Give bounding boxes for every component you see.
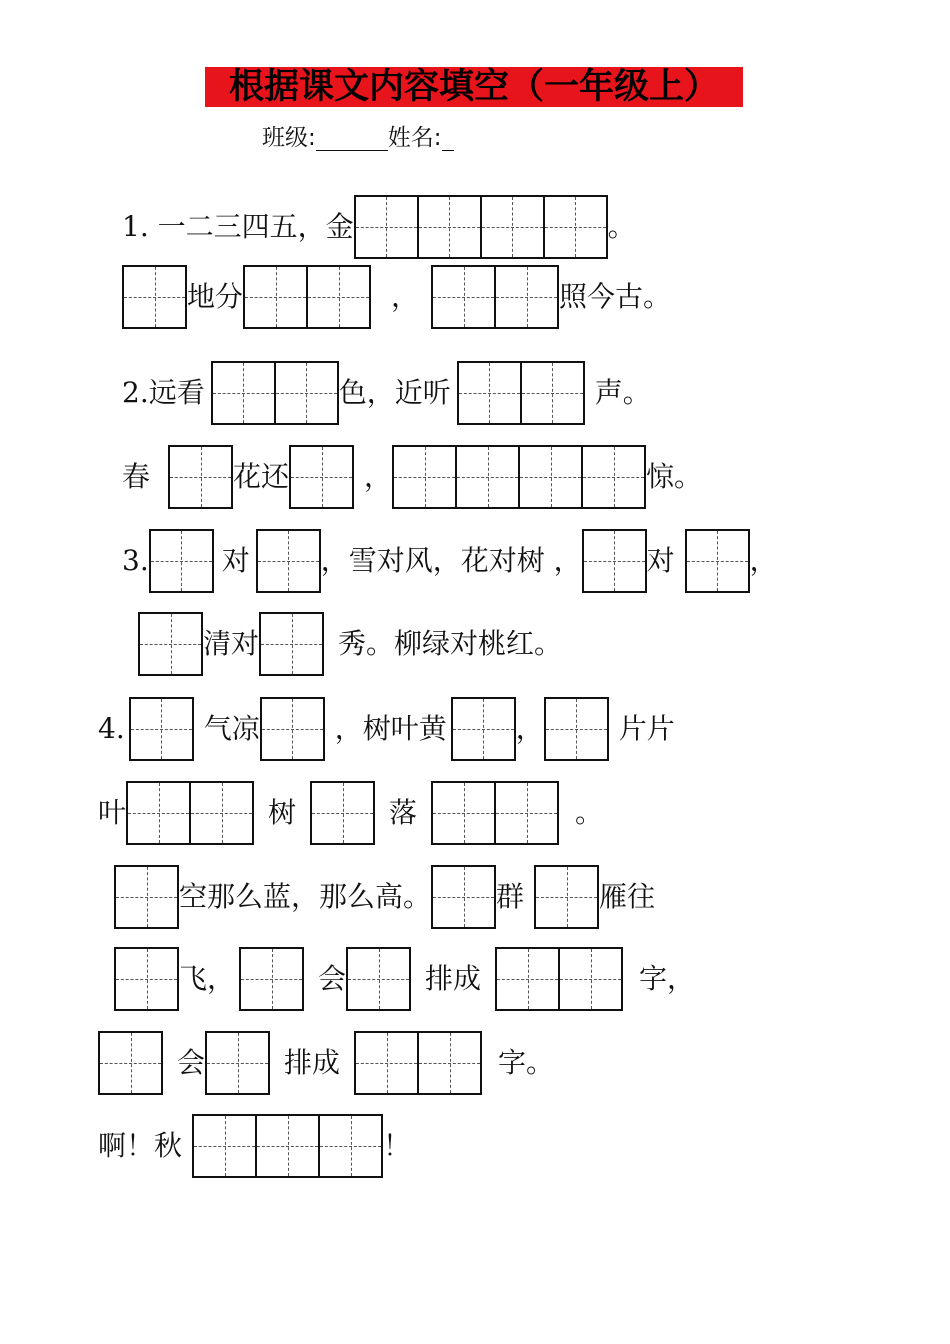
answer-box[interactable] — [582, 529, 647, 593]
answer-box[interactable] — [114, 947, 179, 1011]
prompt-text: ，树叶黄 — [334, 712, 447, 745]
answer-box[interactable] — [518, 445, 583, 509]
prompt-text: 空那么蓝，那么高。 — [179, 880, 432, 913]
prompt-text: 1. 一二三四五，金 — [122, 210, 354, 243]
prompt-text: ，雪对风，花对树 ， — [320, 544, 582, 577]
prompt-text: 飞， — [179, 962, 236, 995]
answer-box[interactable] — [354, 195, 419, 259]
prompt-text: 。 — [575, 796, 604, 829]
answer-box[interactable] — [306, 265, 371, 329]
prompt-text: 惊。 — [646, 460, 703, 493]
prompt-text: ， — [749, 544, 778, 577]
prompt-text: 树 — [268, 796, 297, 829]
answer-box[interactable] — [310, 781, 375, 845]
answer-box[interactable] — [558, 947, 623, 1011]
prompt-text: 叶 — [98, 796, 127, 829]
prompt-text: 排成 — [284, 1046, 341, 1079]
answer-box[interactable] — [534, 865, 599, 929]
prompt-text: ， — [364, 460, 393, 493]
exercise-line — [122, 445, 702, 509]
answer-box[interactable] — [274, 361, 339, 425]
answer-box[interactable] — [431, 265, 496, 329]
answer-box[interactable] — [239, 947, 304, 1011]
prompt-text: 2.远看 — [122, 376, 205, 409]
class-label: 班级: — [262, 125, 316, 151]
prompt-text: 字， — [639, 962, 696, 995]
exercise-line — [114, 947, 695, 1011]
exercise-line — [98, 781, 603, 845]
answer-box[interactable] — [431, 781, 496, 845]
answer-box[interactable] — [480, 195, 545, 259]
answer-box[interactable] — [685, 529, 750, 593]
answer-box[interactable] — [205, 1031, 270, 1095]
exercise-line — [122, 265, 671, 329]
answer-box[interactable] — [451, 697, 516, 761]
prompt-text: 清对 — [203, 627, 260, 660]
prompt-text: 会 — [318, 962, 347, 995]
prompt-text: 排成 — [425, 962, 482, 995]
answer-box[interactable] — [129, 697, 194, 761]
prompt-text: ， — [391, 280, 420, 313]
answer-box[interactable] — [192, 1114, 257, 1178]
answer-box[interactable] — [544, 697, 609, 761]
prompt-text: 4. — [98, 712, 125, 745]
answer-box[interactable] — [168, 445, 233, 509]
prompt-text: 群 — [496, 880, 525, 913]
prompt-text: ！ — [383, 1129, 412, 1162]
answer-box[interactable] — [260, 697, 325, 761]
answer-box[interactable] — [494, 265, 559, 329]
answer-box[interactable] — [494, 781, 559, 845]
prompt-text: 花还 — [233, 460, 290, 493]
answer-box[interactable] — [256, 529, 321, 593]
prompt-text: 雁往 — [599, 880, 656, 913]
answer-box[interactable] — [289, 445, 354, 509]
exercise-line — [122, 529, 778, 593]
answer-box[interactable] — [495, 947, 560, 1011]
exercise-line — [122, 195, 636, 259]
class-blank[interactable] — [316, 122, 388, 151]
prompt-text: 。 — [607, 210, 636, 243]
prompt-text: ， — [515, 712, 544, 745]
answer-box[interactable] — [318, 1114, 383, 1178]
prompt-text: 地分 — [187, 280, 244, 313]
prompt-text: 片片 — [618, 712, 675, 745]
exercise-line — [114, 865, 655, 929]
answer-box[interactable] — [354, 1031, 419, 1095]
answer-box[interactable] — [392, 445, 457, 509]
prompt-text: 啊！秋 — [98, 1129, 183, 1162]
exercise-line — [98, 1031, 554, 1095]
answer-box[interactable] — [520, 361, 585, 425]
answer-box[interactable] — [346, 947, 411, 1011]
exercise-line — [122, 361, 651, 425]
answer-box[interactable] — [98, 1031, 163, 1095]
answer-box[interactable] — [189, 781, 254, 845]
prompt-text: 3. — [122, 544, 149, 577]
worksheet-title: 根据课文内容填空（一年级上） — [205, 67, 743, 107]
answer-box[interactable] — [417, 1031, 482, 1095]
answer-box[interactable] — [138, 612, 203, 676]
exercise-line — [98, 697, 675, 761]
answer-box[interactable] — [122, 265, 187, 329]
answer-box[interactable] — [417, 195, 482, 259]
answer-box[interactable] — [431, 865, 496, 929]
exercise-line — [98, 1114, 411, 1178]
exercise-line — [138, 612, 562, 676]
prompt-text: 会 — [177, 1046, 206, 1079]
name-blank[interactable] — [442, 122, 454, 151]
answer-box[interactable] — [255, 1114, 320, 1178]
answer-box[interactable] — [126, 781, 191, 845]
answer-box[interactable] — [114, 865, 179, 929]
answer-box[interactable] — [457, 361, 522, 425]
prompt-text: 照今古。 — [559, 280, 672, 313]
prompt-text: 色，近听 — [338, 376, 451, 409]
prompt-text: 落 — [389, 796, 418, 829]
prompt-text: 秀。柳绿对桃红。 — [338, 627, 563, 660]
student-info — [262, 122, 454, 154]
answer-box[interactable] — [259, 612, 324, 676]
prompt-text: 对 — [646, 544, 675, 577]
answer-box[interactable] — [581, 445, 646, 509]
answer-box[interactable] — [455, 445, 520, 509]
prompt-text: 气凉 — [203, 712, 260, 745]
answer-box[interactable] — [211, 361, 276, 425]
prompt-text: 字。 — [498, 1046, 555, 1079]
prompt-text: 声。 — [594, 376, 651, 409]
prompt-text: 春 — [122, 460, 151, 493]
answer-box[interactable] — [243, 265, 308, 329]
answer-box[interactable] — [149, 529, 214, 593]
name-label: 姓名: — [387, 125, 442, 151]
prompt-text: 对 — [221, 544, 250, 577]
answer-box[interactable] — [543, 195, 608, 259]
